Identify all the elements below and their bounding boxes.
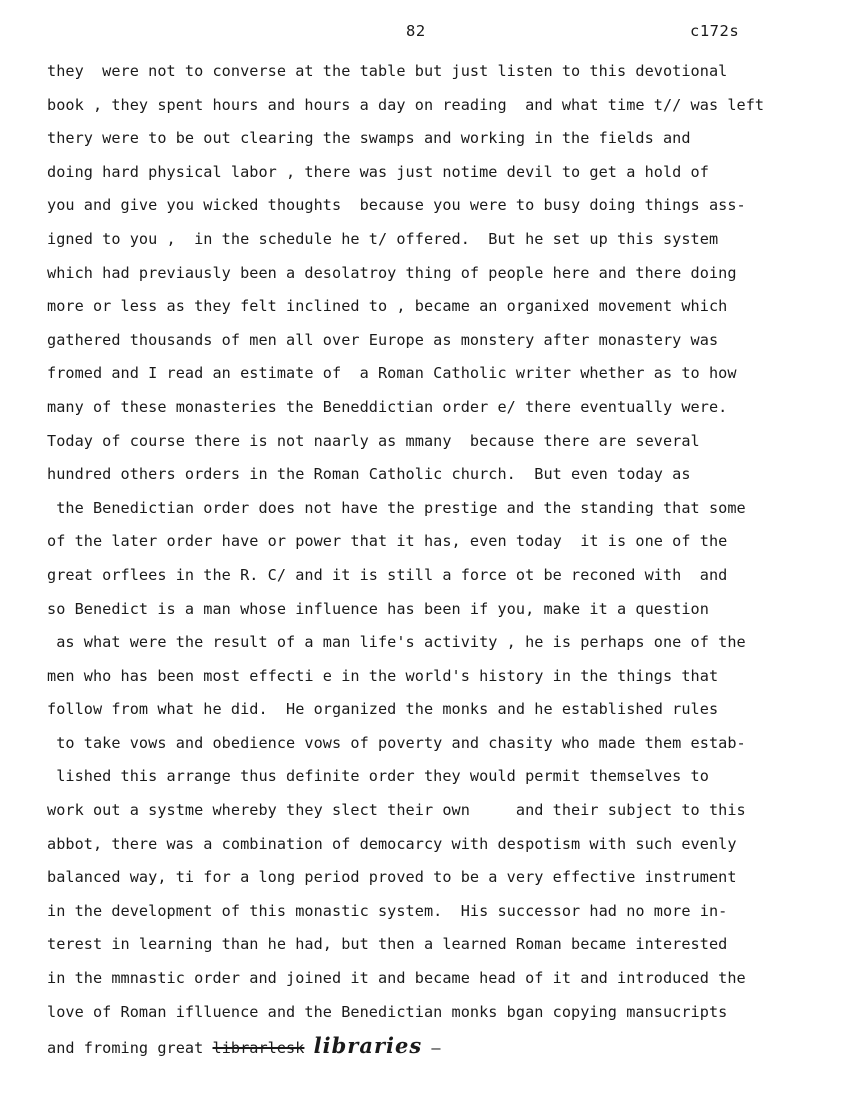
- document-code: c172s: [690, 22, 740, 40]
- transcript-body: [47, 55, 827, 1063]
- text-line: follow from what he did. He organized the monks and he established rules: [47, 700, 719, 719]
- text-line: balanced way, ti for a long period proved to be a very effective instrument: [47, 868, 737, 887]
- trailing-dash: —: [422, 1039, 441, 1058]
- text-line: book , they spent hours and hours a day on reading and what time t// was left: [47, 95, 765, 114]
- text-line: thery were to be out clearing the swamps and working in the fields and: [47, 129, 691, 148]
- text-line: doing hard physical labor , there was just notime devil to get a hold of: [47, 162, 709, 181]
- text-line: igned to you , in the schedule he t/ offered. But he set up this system: [47, 229, 719, 248]
- text-line: as what were the result of a man life's activity , he is perhaps one of the: [47, 633, 746, 652]
- text-line: terest in learning than he had, but then a learned Roman became interested: [47, 935, 728, 954]
- text-line: great orflees in the R. C/ and it is still a force ot be reconed with and: [47, 565, 728, 584]
- text-line: more or less as they felt inclined to , became an organixed movement which: [47, 297, 728, 316]
- text-line: the Benedictian order does not have the prestige and the standing that some: [47, 498, 746, 517]
- text-line: Today of course there is not naarly as mmany because there are several: [47, 431, 700, 450]
- text-line: men who has been most effecti e in the world's history in the things that: [47, 666, 719, 685]
- text-line-final: [47, 1029, 827, 1063]
- text-line: you and give you wicked thoughts because you were to busy doing things ass-: [47, 196, 746, 215]
- text-line: many of these monasteries the Beneddictian order e/ there eventually were.: [47, 397, 728, 416]
- text-line: lished this arrange thus definite order they would permit themselves to: [47, 767, 709, 786]
- page-number: 82: [406, 22, 426, 40]
- handwritten-correction: libraries: [313, 1033, 423, 1059]
- text-line: of the later order have or power that it has, even today it is one of the: [47, 532, 728, 551]
- text-line: love of Roman iflluence and the Benedictian monks bgan copying mansucripts: [47, 1002, 728, 1021]
- text-line: they were not to converse at the table but just listen to this devotional: [47, 62, 728, 80]
- text-line: so Benedict is a man whose influence has been if you, make it a question: [47, 599, 709, 618]
- text-line: hundred others orders in the Roman Catholic church. But even today as: [47, 465, 691, 484]
- text-line: in the development of this monastic system. His successor had no more in-: [47, 901, 728, 920]
- text-line: which had previausly been a desolatroy thing of people here and there doing: [47, 263, 737, 282]
- text-line: to take vows and obedience vows of poverty and chasity who made them estab-: [47, 733, 746, 752]
- text-line: gathered thousands of men all over Europe as monstery after monastery was: [47, 330, 719, 349]
- text-line: abbot, there was a combination of democarcy with despotism with such evenly: [47, 834, 737, 853]
- text-line: in the mmnastic order and joined it and became head of it and introduced the: [47, 969, 746, 988]
- struck-out-word: librarlesk: [212, 1039, 305, 1058]
- final-line-text: and froming great: [47, 1039, 213, 1058]
- text-line: work out a systme whereby they slect their own and their subject to this: [47, 801, 746, 820]
- text-line: fromed and I read an estimate of a Roman Catholic writer whether as to how: [47, 364, 737, 383]
